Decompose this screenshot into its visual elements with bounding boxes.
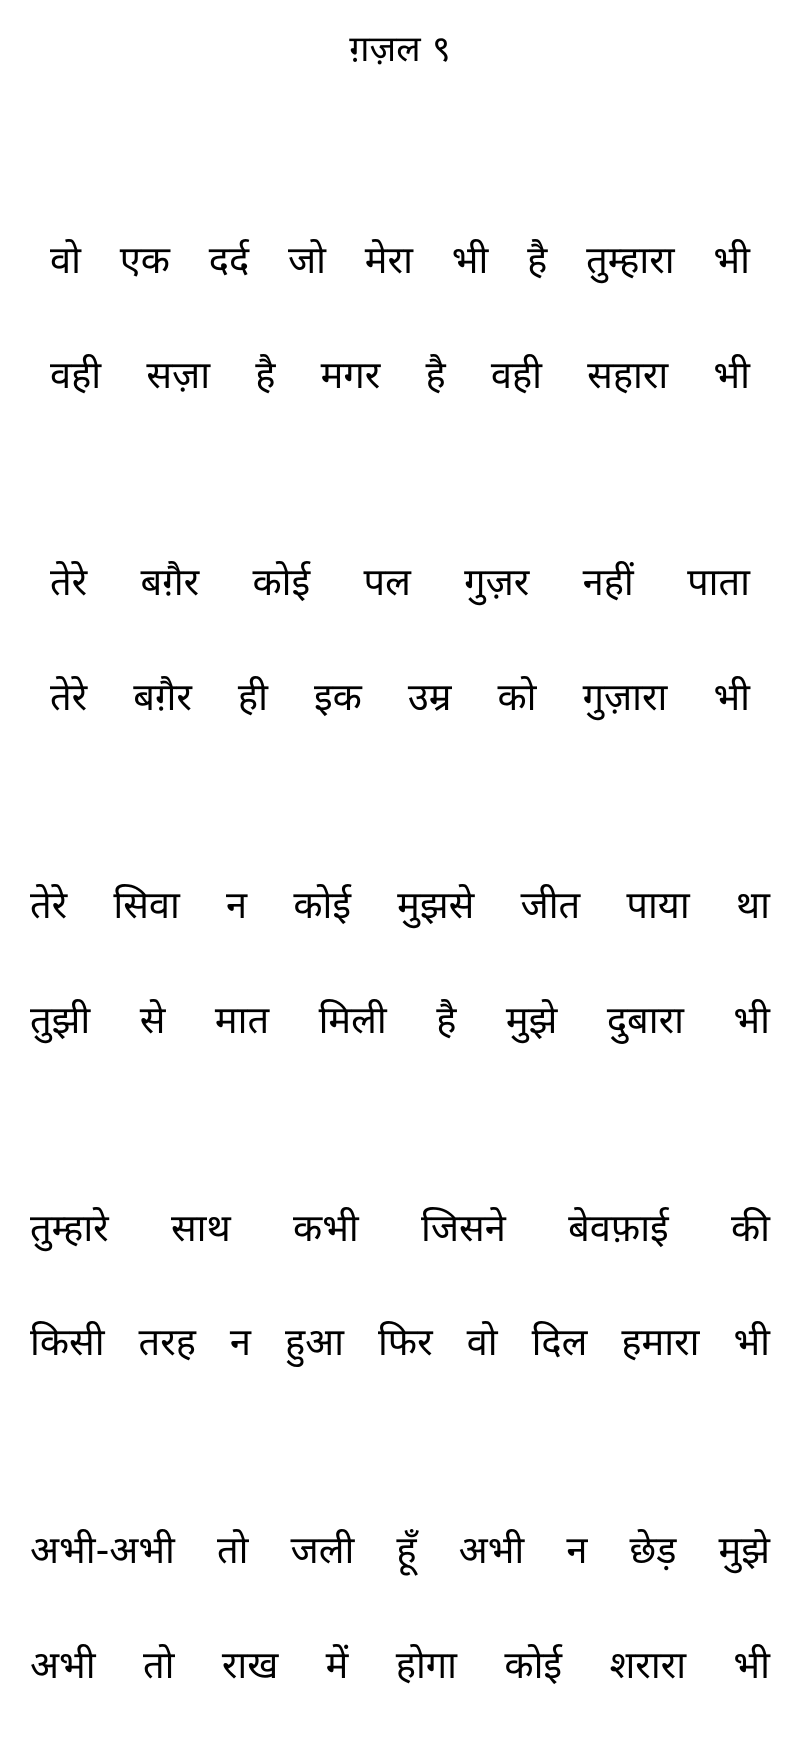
couplet-5-line-2: अभी तो राख में होगा कोई शरारा भी — [30, 1643, 770, 1687]
couplet-1-line-2: वही सज़ा है मगर है वही सहारा भी — [50, 353, 750, 397]
page-title: ग़ज़ल ९ — [349, 29, 451, 70]
couplet-5-line-1: अभी-अभी तो जली हूँ अभी न छेड़ मुझे — [30, 1528, 770, 1572]
couplet-2-line-1: तेरे बग़ैर कोई पल गुज़र नहीं पाता — [50, 560, 750, 604]
couplet-4-line-1: तुम्हारे साथ कभी जिसने बेवफ़ाई की — [30, 1206, 770, 1250]
couplet-3-line-2: तुझी से मात मिली है मुझे दुबारा भी — [30, 998, 770, 1042]
couplet-4-line-2: किसी तरह न हुआ फिर वो दिल हमारा भी — [30, 1320, 770, 1364]
couplet-1-line-1: वो एक दर्द जो मेरा भी है तुम्हारा भी — [50, 238, 750, 282]
couplet-2-line-2: तेरे बग़ैर ही इक उम्र को गुज़ारा भी — [50, 675, 750, 719]
couplet-3-line-1: तेरे सिवा न कोई मुझसे जीत पाया था — [30, 883, 770, 927]
